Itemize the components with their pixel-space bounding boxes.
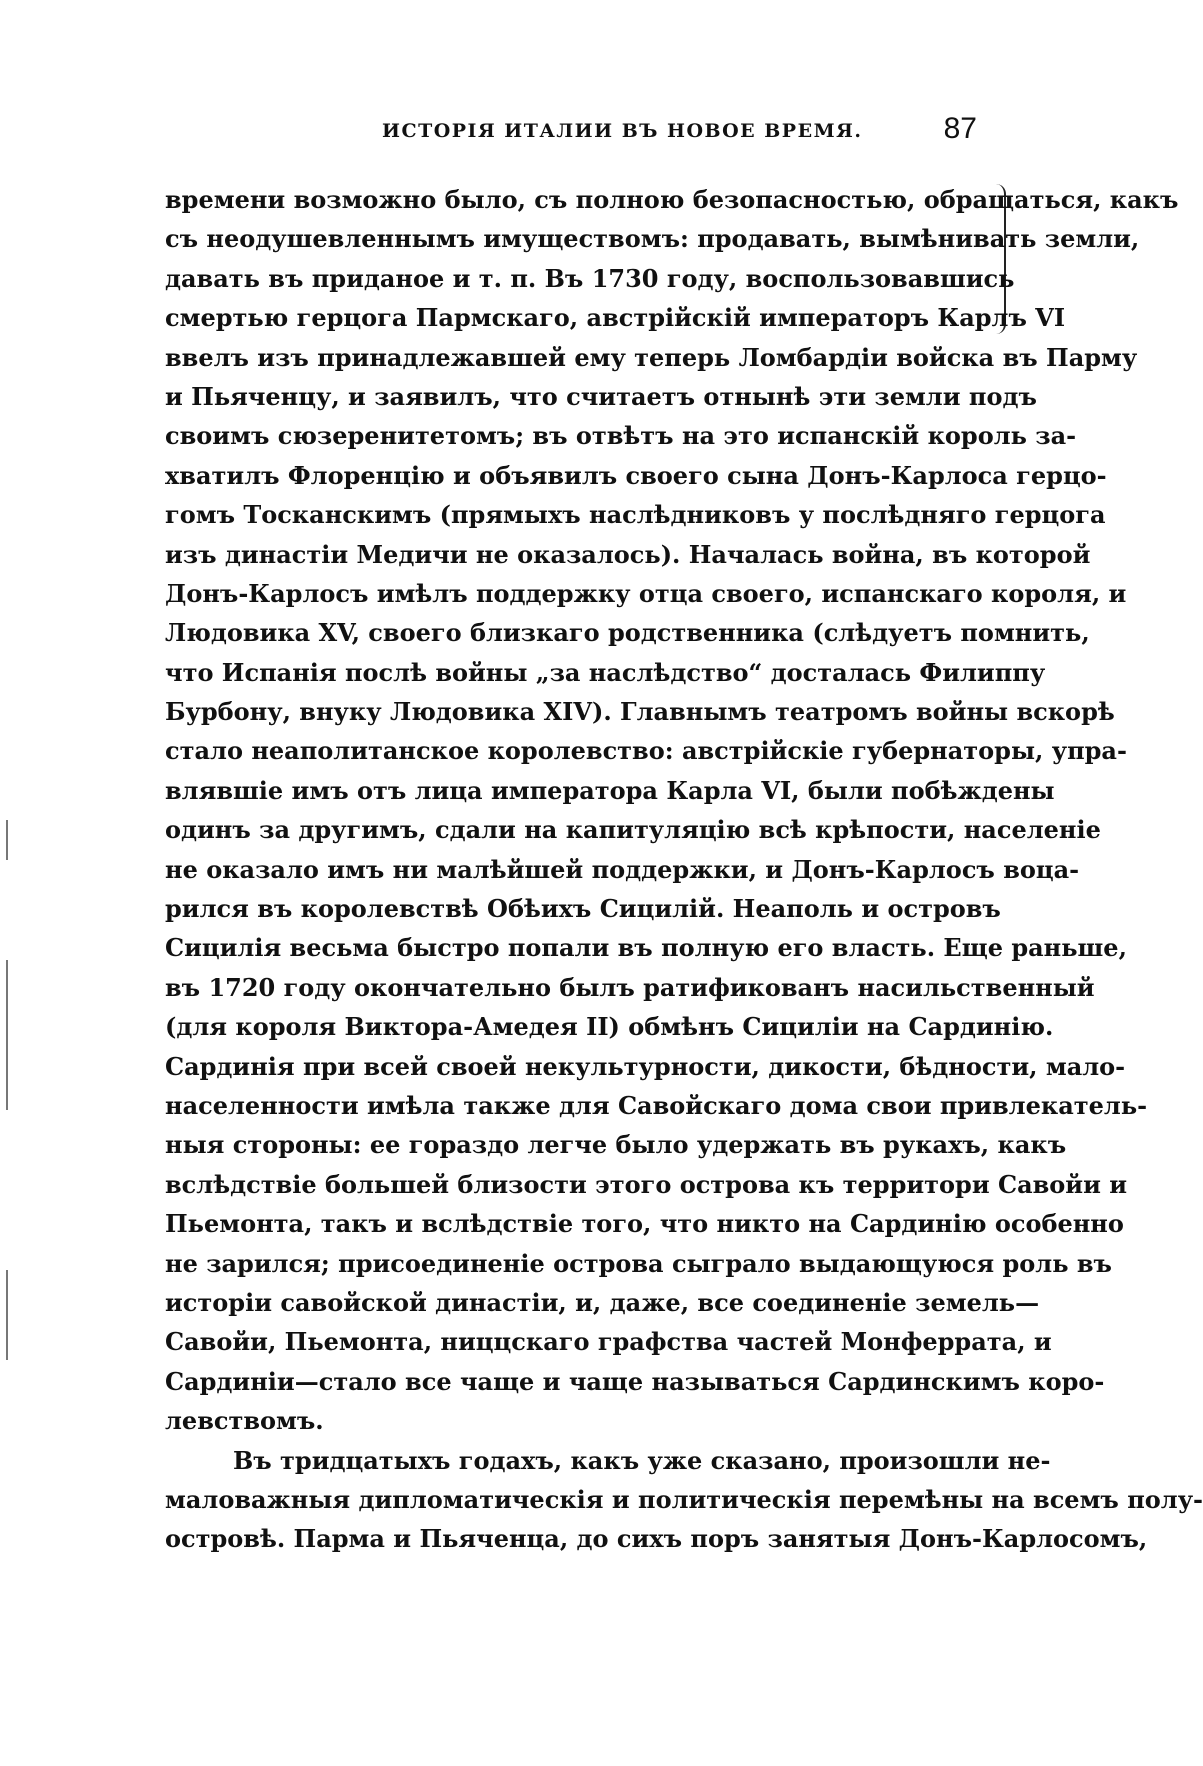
text-line: Сардиніи—стало все чаще и чаще называться Сардинскимъ коро-	[165, 1366, 1105, 1396]
text-line: Савойи, Пьемонта, ниццскаго графства частей Монферрата, и	[165, 1327, 1052, 1357]
text-line: Бурбону, внуку Людовика XIV). Главнымъ театромъ войны вскорѣ	[165, 697, 1115, 727]
running-title: ИСТОРІЯ ИТАЛИИ ВЪ НОВОЕ ВРЕМЯ.	[382, 120, 863, 142]
text-line: ввелъ изъ принадлежавшей ему теперь Ломбардіи войска въ Парму	[165, 342, 1138, 372]
text-line: влявшіе имъ отъ лица императора Карла VI, были побѣждены	[165, 775, 1055, 805]
text-line: не оказало имъ ни малѣйшей поддержки, и Донъ-Карлосъ воца-	[165, 854, 1080, 884]
text-line: маловажныя дипломатическія и политическія перемѣны на всемъ полу-	[165, 1484, 1203, 1514]
text-line: изъ династіи Медичи не оказалось). Началась война, въ которой	[165, 539, 1091, 569]
text-line: населенности имѣла также для Савойскаго дома свои привлекатель-	[165, 1090, 1148, 1120]
text-line: стало неаполитанское королевство: австрійскіе губернаторы, упра-	[165, 736, 1127, 766]
paragraph	[165, 180, 1179, 1441]
text-line: вслѣдствіе большей близости этого острова къ территори Савойи и	[165, 1169, 1128, 1199]
text-line: времени возможно было, съ полною безопасностью, обращаться, какъ	[165, 185, 1179, 214]
text-line: левствомъ.	[165, 1406, 324, 1436]
text-line: ныя стороны: ее гораздо легче было удержать въ рукахъ, какъ	[165, 1130, 1067, 1160]
paragraph	[165, 1441, 1203, 1559]
text-line: не зарился; присоединеніе острова сыграло выдающуюся роль въ	[165, 1248, 1112, 1278]
text-line: смертью герцога Пармскаго, австрійскій императоръ Карлъ VI	[165, 303, 1066, 333]
text-line: хватилъ Флоренцію и объявилъ своего сына Донъ-Карлоса герцо-	[165, 460, 1107, 490]
scan-edge-mark	[6, 960, 8, 1110]
text-line: исторіи савойской династіи, и, даже, все соединеніе земель—	[165, 1287, 1040, 1317]
text-line: Пьемонта, такъ и вслѣдствіе того, что никто на Сардинію особенно	[165, 1209, 1124, 1239]
text-line: Сардинія при всей своей некультурности, дикости, бѣдности, мало-	[165, 1051, 1126, 1081]
text-line: одинъ за другимъ, сдали на капитуляцію всѣ крѣпости, населеніе	[165, 815, 1101, 845]
text-line: что Испанія послѣ войны „за наслѣдство“ досталась Филиппу	[165, 657, 1046, 687]
text-line: и Пьяченцу, и заявилъ, что считаетъ отнынѣ эти земли подъ	[165, 381, 1037, 411]
text-line: Сицилія весьма быстро попали въ полную его власть. Еще раньше,	[165, 933, 1127, 963]
scan-edge-mark	[6, 1270, 8, 1360]
text-line: Въ тридцатыхъ годахъ, какъ уже сказано, произошли не-	[233, 1445, 1051, 1475]
text-line: рился въ королевствѣ Обѣихъ Сицилій. Неаполь и островъ	[165, 894, 1001, 924]
scan-edge-mark	[6, 820, 8, 860]
text-line: въ 1720 году окончательно былъ ратификованъ насильственный	[165, 972, 1095, 1002]
text-line: давать въ приданое и т. п. Въ 1730 году, воспользовавшись	[165, 263, 1015, 293]
text-line: Донъ-Карлосъ имѣлъ поддержку отца своего, испанскаго короля, и	[165, 578, 1127, 608]
body-text	[165, 180, 1203, 1559]
text-line: своимъ сюзеренитетомъ; въ отвѣтъ на это испанскій король за-	[165, 421, 1077, 451]
page-number: 87	[943, 112, 977, 145]
running-head	[165, 112, 977, 152]
text-line: гомъ Тосканскимъ (прямыхъ наслѣдниковъ у послѣдняго герцога	[165, 500, 1106, 530]
text-line: Людовика XV, своего близкаго родственника (слѣдуетъ помнить,	[165, 618, 1090, 648]
text-line: (для короля Виктора-Амедея II) обмѣнъ Сициліи на Сардинію.	[165, 1012, 1054, 1042]
text-line: островѣ. Парма и Пьяченца, до сихъ поръ занятыя Донъ-Карлосомъ,	[165, 1524, 1148, 1554]
text-line: съ неодушевленнымъ имуществомъ: продавать, вымѣнивать земли,	[165, 224, 1140, 254]
